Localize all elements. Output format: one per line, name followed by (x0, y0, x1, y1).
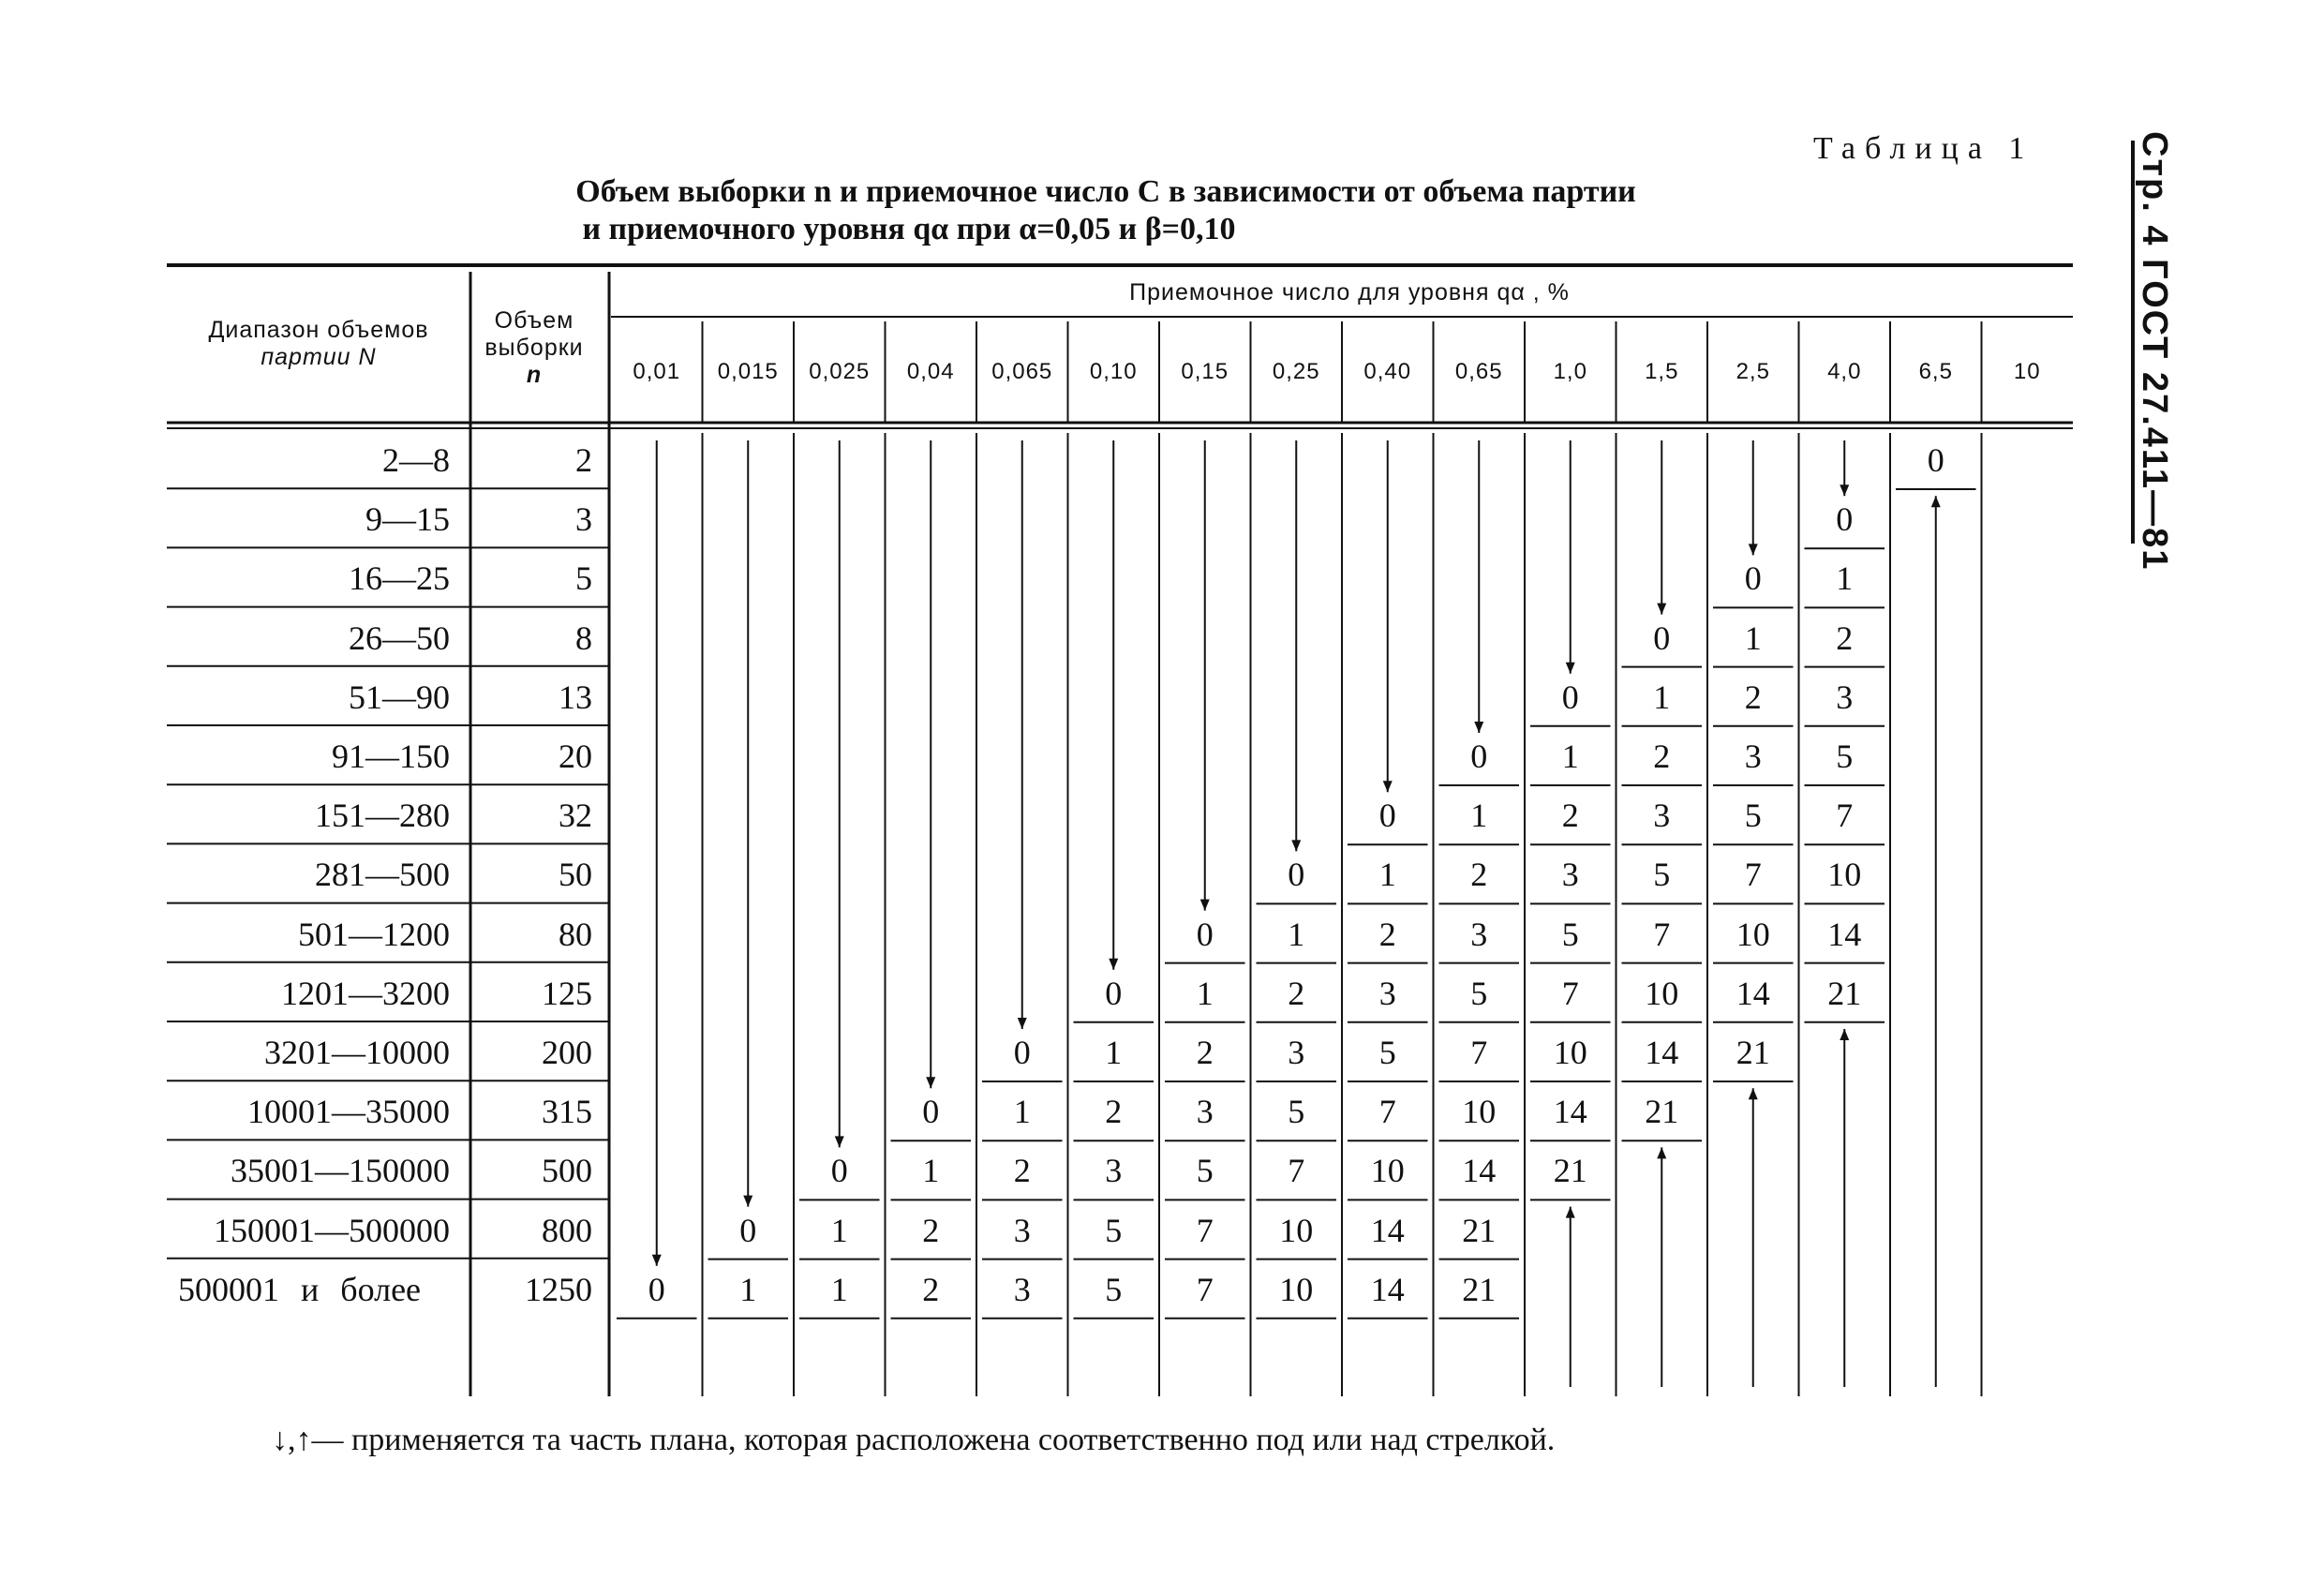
acceptance-value: 0 (1653, 619, 1671, 657)
level-header-11: 1,5 (1645, 359, 1679, 384)
acceptance-value: 10 (1553, 1034, 1587, 1071)
acceptance-value: 7 (1288, 1152, 1305, 1190)
down-arrow-head (1109, 959, 1118, 970)
row-sample-size: 32 (559, 797, 592, 835)
acceptance-value: 14 (1736, 974, 1770, 1012)
down-arrow-head (1383, 781, 1393, 792)
acceptance-value: 0 (1378, 797, 1396, 835)
acceptance-value: 2 (1561, 797, 1579, 835)
acceptance-value: 1 (1470, 797, 1488, 835)
level-header-8: 0,40 (1363, 359, 1412, 384)
down-arrow-head (926, 1077, 935, 1088)
acceptance-value: 1 (1013, 1093, 1031, 1131)
down-arrow-head (1840, 484, 1849, 496)
level-header-2: 0,025 (809, 359, 871, 384)
acceptance-value: 1 (1653, 678, 1671, 716)
up-arrow-head (1931, 496, 1941, 507)
acceptance-value: 1 (1105, 1034, 1123, 1071)
level-header-7: 0,25 (1272, 359, 1320, 384)
acceptance-value: 7 (1653, 915, 1671, 953)
row-sample-size: 2 (575, 441, 592, 479)
acceptance-value: 5 (1744, 797, 1762, 835)
acceptance-value: 2 (922, 1211, 940, 1249)
acceptance-value: 2 (1470, 856, 1488, 894)
acceptance-value: 21 (1462, 1270, 1497, 1308)
acceptance-value: 1 (1836, 559, 1854, 598)
acceptance-value: 3 (1013, 1270, 1031, 1308)
level-header-0: 0,01 (633, 359, 681, 384)
acceptance-value: 5 (1653, 856, 1671, 894)
acceptance-value: 3 (1013, 1211, 1031, 1249)
acceptance-value: 7 (1561, 974, 1579, 1012)
acceptance-value: 2 (922, 1270, 940, 1308)
acceptance-value: 1 (1378, 856, 1396, 894)
acceptance-value: 10 (1645, 974, 1679, 1012)
acceptance-value: 1 (1561, 738, 1579, 775)
row-range: 16—25 (349, 559, 450, 598)
acceptance-value: 21 (1645, 1093, 1679, 1131)
row-sample-size: 1250 (525, 1270, 592, 1308)
down-arrow-head (1291, 840, 1301, 851)
acceptance-value: 10 (1827, 856, 1862, 894)
row-range: 9—15 (365, 500, 450, 539)
row-range: 1201—3200 (281, 974, 450, 1012)
row-range: 91—150 (332, 738, 450, 775)
acceptance-value: 0 (648, 1270, 665, 1308)
acceptance-value: 21 (1462, 1211, 1497, 1249)
row-sample-size: 13 (559, 678, 592, 716)
acceptance-value: 2 (1105, 1093, 1123, 1131)
acceptance-value: 3 (1378, 974, 1396, 1012)
down-arrow-head (1200, 900, 1210, 911)
acceptance-value: 21 (1553, 1152, 1587, 1190)
acceptance-value: 7 (1196, 1270, 1214, 1308)
row-range: 51—90 (349, 678, 450, 716)
row-sample-size: 800 (542, 1211, 592, 1249)
range-header-line-2: партии N (261, 344, 377, 370)
acceptance-value: 5 (1105, 1211, 1123, 1249)
level-header-9: 0,65 (1454, 359, 1503, 384)
acceptance-value: 21 (1736, 1034, 1770, 1071)
down-arrow-head (1566, 663, 1575, 674)
acceptance-value: 3 (1196, 1093, 1214, 1131)
acceptance-value: 10 (1736, 915, 1770, 953)
row-sample-size: 500 (542, 1152, 592, 1190)
acceptance-value: 2 (1653, 738, 1671, 775)
down-arrow-head (835, 1136, 844, 1147)
row-sample-size: 20 (559, 738, 592, 775)
acceptance-value: 14 (1553, 1093, 1587, 1131)
up-arrow-head (1566, 1207, 1575, 1218)
acceptance-value: 7 (1470, 1034, 1488, 1071)
acceptance-value: 5 (1836, 738, 1854, 775)
row-sample-size: 8 (575, 619, 592, 657)
acceptance-value: 0 (1561, 678, 1579, 716)
acceptance-value: 14 (1370, 1270, 1405, 1308)
row-sample-size: 315 (542, 1093, 592, 1131)
row-sample-size: 200 (542, 1034, 592, 1071)
column-header-acceptance: Приемочное число для уровня qα , % (1129, 279, 1570, 306)
column-header-sample (469, 307, 600, 389)
acceptance-value: 0 (739, 1211, 757, 1249)
acceptance-value: 7 (1196, 1211, 1214, 1249)
level-header-1: 0,015 (717, 359, 779, 384)
down-arrow-head (1749, 544, 1758, 555)
acceptance-value: 0 (1927, 441, 1944, 479)
acceptance-value: 2 (1196, 1034, 1214, 1071)
acceptance-value: 5 (1288, 1093, 1305, 1131)
acceptance-value: 1 (1744, 619, 1762, 657)
up-arrow-head (1840, 1029, 1849, 1040)
acceptance-value: 3 (1470, 915, 1488, 953)
acceptance-value: 0 (1744, 559, 1762, 598)
down-arrow-head (1657, 604, 1666, 615)
row-range: 3201—10000 (264, 1034, 450, 1071)
acceptance-value: 10 (1370, 1152, 1405, 1190)
acceptance-value: 2 (1013, 1152, 1031, 1190)
acceptance-value: 14 (1645, 1034, 1679, 1071)
acceptance-value: 1 (922, 1152, 940, 1190)
acceptance-value: 2 (1288, 974, 1305, 1012)
row-range: 500001 и более (178, 1270, 422, 1308)
acceptance-value: 14 (1370, 1211, 1405, 1249)
level-header-14: 6,5 (1918, 359, 1953, 384)
down-arrow-head (1474, 722, 1483, 733)
row-sample-size: 5 (575, 559, 592, 598)
acceptance-value: 0 (1288, 856, 1305, 894)
acceptance-value: 5 (1196, 1152, 1214, 1190)
acceptance-value: 2 (1378, 915, 1396, 953)
level-header-3: 0,04 (906, 359, 955, 384)
table-label: Таблица 1 (1813, 131, 2034, 166)
acceptance-value: 10 (1279, 1211, 1314, 1249)
acceptance-value: 7 (1836, 797, 1854, 835)
acceptance-value: 3 (1561, 856, 1579, 894)
row-range: 281—500 (315, 856, 450, 894)
level-header-6: 0,15 (1181, 359, 1229, 384)
row-range: 10001—35000 (247, 1093, 450, 1131)
row-range: 2—8 (382, 441, 450, 479)
acceptance-value: 1 (739, 1270, 757, 1308)
acceptance-value: 0 (922, 1093, 940, 1131)
acceptance-value: 5 (1378, 1034, 1396, 1071)
acceptance-value: 14 (1827, 915, 1862, 953)
acceptance-value: 3 (1105, 1152, 1123, 1190)
row-sample-size: 50 (559, 856, 592, 894)
down-arrow-head (652, 1255, 662, 1266)
acceptance-value: 1 (830, 1270, 848, 1308)
row-range: 150001—500000 (214, 1211, 450, 1249)
column-header-range (178, 317, 459, 371)
up-arrow-head (1657, 1147, 1666, 1158)
acceptance-value: 1 (1288, 915, 1305, 953)
side-header-text: Стр. 4 ГОСТ 27.411—81 (2135, 131, 2174, 572)
acceptance-value: 0 (1196, 915, 1214, 953)
sample-header-line-2: выборки (484, 335, 584, 361)
acceptance-value: 1 (830, 1211, 848, 1249)
acceptance-value: 1 (1196, 974, 1214, 1012)
level-header-5: 0,10 (1089, 359, 1138, 384)
row-range: 26—50 (349, 619, 450, 657)
down-arrow-head (743, 1196, 752, 1207)
acceptance-value: 10 (1462, 1093, 1497, 1131)
row-sample-size: 3 (575, 500, 592, 539)
acceptance-value: 5 (1561, 915, 1579, 953)
down-arrow-head (1018, 1018, 1027, 1029)
acceptance-value: 5 (1105, 1270, 1123, 1308)
range-header-line-1: Диапазон объемов (208, 317, 429, 343)
acceptance-value: 0 (1836, 500, 1854, 539)
acceptance-value: 0 (1470, 738, 1488, 775)
table-footnote: ↓,↑— применяется та часть плана, которая расположена соответственно под или над стрелкой. (272, 1423, 1556, 1457)
acceptance-value: 2 (1836, 619, 1854, 657)
acceptance-value: 3 (1836, 678, 1854, 716)
acceptance-value: 5 (1470, 974, 1488, 1012)
table-title-line-1: Объем выборки n и приемочное число C в зависимости от объема партии (575, 174, 1636, 209)
level-header-15: 10 (2013, 359, 2041, 384)
level-header-12: 2,5 (1736, 359, 1770, 384)
acceptance-value: 7 (1378, 1093, 1396, 1131)
row-sample-size: 80 (559, 915, 592, 953)
acceptance-value: 2 (1744, 678, 1762, 716)
acceptance-value: 0 (1105, 974, 1123, 1012)
row-range: 151—280 (315, 797, 450, 835)
level-header-4: 0,065 (991, 359, 1053, 384)
table-title-line-2: и приемочного уровня qα при α=0,05 и β=0,10 (582, 212, 1236, 246)
acceptance-value: 0 (830, 1152, 848, 1190)
row-range: 501—1200 (298, 915, 450, 953)
acceptance-value: 3 (1744, 738, 1762, 775)
acceptance-value: 21 (1827, 974, 1862, 1012)
acceptance-value: 3 (1653, 797, 1671, 835)
row-range: 35001—150000 (231, 1152, 450, 1190)
acceptance-value: 7 (1744, 856, 1762, 894)
acceptance-value: 0 (1013, 1034, 1031, 1071)
sample-header-line-1: Объем (494, 307, 574, 334)
sample-header-line-3: n (526, 362, 543, 388)
level-header-13: 4,0 (1827, 359, 1862, 384)
row-sample-size: 125 (542, 974, 592, 1012)
acceptance-value: 14 (1462, 1152, 1497, 1190)
level-header-10: 1,0 (1553, 359, 1587, 384)
up-arrow-head (1749, 1088, 1758, 1099)
acceptance-value: 10 (1279, 1270, 1314, 1308)
acceptance-value: 3 (1288, 1034, 1305, 1071)
